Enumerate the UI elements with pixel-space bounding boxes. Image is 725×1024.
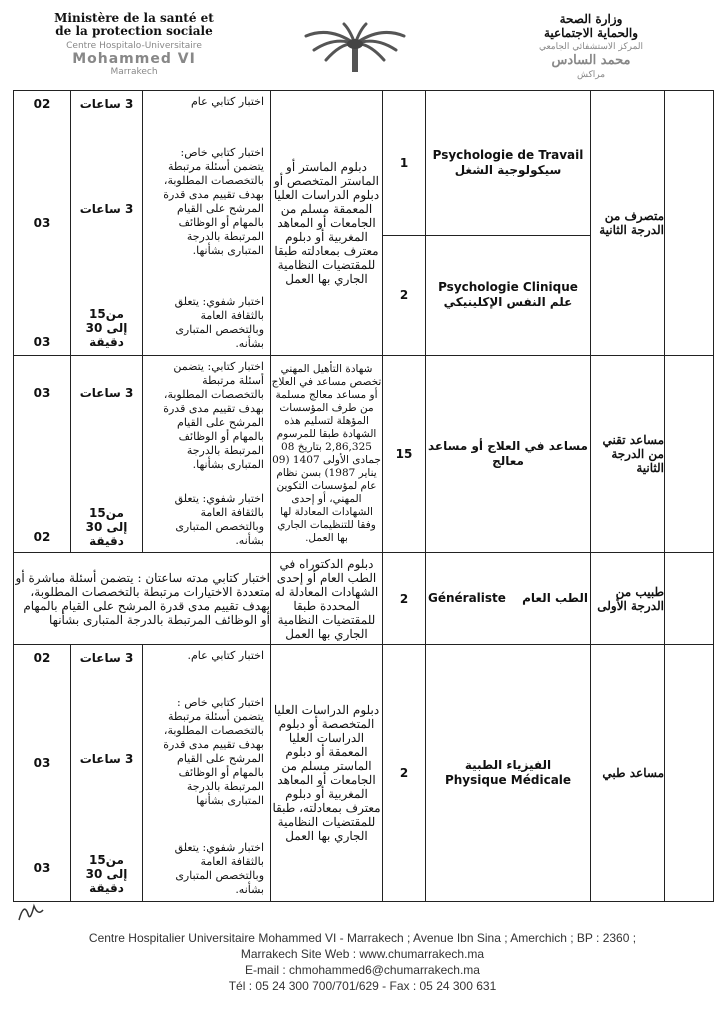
coef-cell bbox=[14, 645, 71, 902]
center-name-ar: المركز الاستشفائي الجامعي bbox=[538, 42, 644, 52]
grade-cell: متصرف من الدرجة الثانية bbox=[591, 91, 665, 356]
city-fr: Marrakech bbox=[110, 67, 158, 77]
duration-value: من15 إلى 30 دقيقة bbox=[85, 853, 128, 895]
coefficient-value: 02 bbox=[33, 651, 51, 665]
duration-value: 3 ساعات bbox=[79, 752, 134, 766]
footer bbox=[0, 930, 725, 994]
grade-cell: طبيب من الدرجة الأولى bbox=[591, 553, 665, 645]
duration-cell bbox=[71, 356, 143, 553]
duration-value: 3 ساعات bbox=[79, 202, 134, 216]
coefficient-value: 03 bbox=[33, 861, 51, 875]
footer-email: E-mail : chmohammed6@chumarrakech.ma bbox=[245, 963, 480, 977]
requirement-cell: شهادة التأهيل المهني تخصص مساعد في العلاج أو مساعد معالج مسلمة من طرف المؤسسات المؤهلة لتسليم هذه الشهادة طبقا للمرسوم 2,86,325 بتاريخ 08 جمادى الأولى 1407 (09 يناير 1987) بسن نظام عام لمؤسسات التكوين المهني، أو إحدى الشهادات المعادلة لها وفقا للتنظيمات الجاري بها العمل. bbox=[271, 356, 383, 553]
specialty-ar: الفيزياء الطبية bbox=[464, 758, 552, 772]
duration-cell bbox=[71, 645, 143, 902]
positions-count: 15 bbox=[383, 356, 426, 553]
exam-general-text: اختبار كتابي عام bbox=[190, 95, 264, 108]
specialty-ar: سيكولوجية الشغل bbox=[454, 162, 562, 177]
grade-cell: مساعد طبي bbox=[591, 645, 665, 902]
header-left-block bbox=[14, 12, 254, 79]
footer-phone: Tél : 05 24 300 700/701/629 - Fax : 05 24 300 631 bbox=[228, 979, 497, 993]
exam-cell bbox=[143, 356, 271, 553]
coefficient-value: 02 bbox=[33, 97, 51, 111]
center-name-fr: Centre Hospitalo-Universitaire bbox=[66, 41, 202, 51]
specialty-fr: Généraliste bbox=[427, 591, 506, 605]
ministry-name-fr-2: de la protection sociale bbox=[55, 24, 213, 38]
specialty-ar: علم النفس الإكلينيكي bbox=[443, 295, 573, 310]
header-right-block bbox=[471, 12, 711, 82]
coef-cell bbox=[14, 91, 71, 356]
footer-address: Centre Hospitalier Universitaire Mohammed VI - Marrakech ; Avenue Ibn Sina ; Amerchich ; BP : 2360 ; bbox=[88, 931, 637, 945]
duration-value: من15 إلى 30 دقيقة bbox=[85, 506, 128, 548]
coefficient-value: 03 bbox=[33, 756, 51, 770]
requirement-cell: دبلوم الدكتوراه في الطب العام أو إحدى الشهادات المعادلة له المحددة طبقا للمقتضيات النظامية الجاري بها العمل bbox=[271, 553, 383, 645]
center-brand-fr: Mohammed VI bbox=[72, 51, 196, 67]
exam-specific-text: اختبار كتابي: يتضمن أسئلة مرتبطة بالتخصصات المطلوبة، بهدف تقييم مدى قدرة المرشح على القيام بالمهام أو الوظائف المرتبطة بالدرجة المتبارى بشأنها. bbox=[163, 360, 264, 471]
requirement-cell: دبلوم الماستر أو الماستر المتخصص أو دبلوم الدراسات العليا المعمقة مسلم من الجامعات أو المعاهد المغربية أو دبلوم معترف بمعادلته طبقا للمقتضيات النظامية الجاري بها العمل bbox=[271, 91, 383, 356]
duration-value: 3 ساعات bbox=[79, 651, 134, 665]
specialty-cell bbox=[426, 553, 591, 645]
exam-general-text: اختبار كتابي عام. bbox=[187, 649, 264, 662]
duration-value: 3 ساعات bbox=[79, 386, 134, 400]
blank-cell bbox=[665, 91, 714, 356]
ministry-name-ar-2: والحماية الاجتماعية bbox=[543, 26, 639, 40]
specialty-fr: Psychologie de Travail bbox=[432, 147, 584, 162]
exam-cell bbox=[143, 91, 271, 356]
center-brand-ar: محمد السادس bbox=[551, 53, 631, 68]
exam-cell bbox=[143, 645, 271, 902]
positions-count: 1 bbox=[383, 91, 426, 236]
specialty-cell bbox=[426, 645, 591, 902]
grade-cell: مساعد تقني من الدرجة الثانية bbox=[591, 356, 665, 553]
ministry-name-fr: Ministère de la santé et bbox=[54, 11, 214, 25]
specialty-cell bbox=[426, 235, 591, 355]
specialty-ar: الطب العام bbox=[522, 591, 588, 605]
coef-cell bbox=[14, 356, 71, 553]
requirement-cell: دبلوم الدراسات العليا المتخصصة أو دبلوم الدراسات العليا المعمقة أو دبلوم الماستر مسلم من الجامعات أو المعاهد المغربية أو دبلوم معترف بمعادلته، طبقا للمقتضيات النظامية الجاري بها العمل bbox=[271, 645, 383, 902]
coefficient-value: 02 bbox=[33, 530, 51, 544]
specialty-cell bbox=[426, 91, 591, 236]
coefficient-value: 03 bbox=[33, 216, 51, 230]
exam-oral-text: اختبار شفوي: يتعلق بالثقافة العامة وبالتخصص المتبارى بشأنه. bbox=[174, 295, 264, 350]
footer-website: Marrakech Site Web : www.chumarrakech.ma bbox=[240, 947, 485, 961]
exam-specific-text: اختبار كتابي خاص: يتضمن أسئلة مرتبطة بالتخصصات المطلوبة، بهدف تقييم مدى قدرة المرشح على القيام بالمهام أو الوظائف المرتبطة بالدرجة المتبارى بشأنها. bbox=[163, 146, 264, 257]
palm-tree-logo-icon bbox=[300, 22, 410, 74]
city-ar: مراكش bbox=[576, 70, 606, 80]
exam-cell: اختبار كتابي مدته ساعتان : يتضمن أسئلة مباشرة أو متعددة الاختيارات مرتبطة بالتخصصات المطلوبة، بهدف تقييم مدى قدرة المرشح على القيام بالمهام أو الوظائف المرتبطة بالدرجة المتبارى بشأنها bbox=[14, 553, 271, 645]
positions-count: 2 bbox=[383, 553, 426, 645]
coefficient-value: 03 bbox=[33, 386, 51, 400]
exam-oral-text: اختبار شفوي: يتعلق بالثقافة العامة وبالتخصص المتبارى بشأنه. bbox=[174, 841, 264, 896]
positions-count: 2 bbox=[383, 235, 426, 355]
positions-count: 2 bbox=[383, 645, 426, 902]
coefficient-value: 03 bbox=[33, 335, 51, 349]
exam-oral-text: اختبار شفوي: يتعلق بالثقافة العامة وبالتخصص المتبارى بشأنه. bbox=[174, 492, 264, 547]
specialty-fr: Physique Médicale bbox=[444, 773, 572, 787]
duration-cell bbox=[71, 91, 143, 356]
specialty-fr: Psychologie Clinique bbox=[438, 280, 578, 295]
exam-specific-text: اختبار كتابي خاص : يتضمن أسئلة مرتبطة بالتخصصات المطلوبة، بهدف تقييم مدى قدرة المرشح على القيام بالمهام أو الوظائف المرتبطة بالدرجة المتبارى بشأنها bbox=[163, 696, 264, 807]
blank-cell bbox=[665, 553, 714, 645]
specialty-ar: مساعد في العلاج أو مساعد معالج bbox=[428, 439, 588, 468]
duration-value: 3 ساعات bbox=[79, 97, 134, 111]
recruitment-table bbox=[13, 90, 714, 902]
specialty-cell bbox=[426, 356, 591, 553]
duration-value: من15 إلى 30 دقيقة bbox=[85, 307, 128, 349]
ministry-name-ar: وزارة الصحة bbox=[559, 12, 623, 26]
blank-cell bbox=[665, 645, 714, 902]
signature-mark-icon bbox=[16, 900, 46, 924]
blank-cell bbox=[665, 356, 714, 553]
